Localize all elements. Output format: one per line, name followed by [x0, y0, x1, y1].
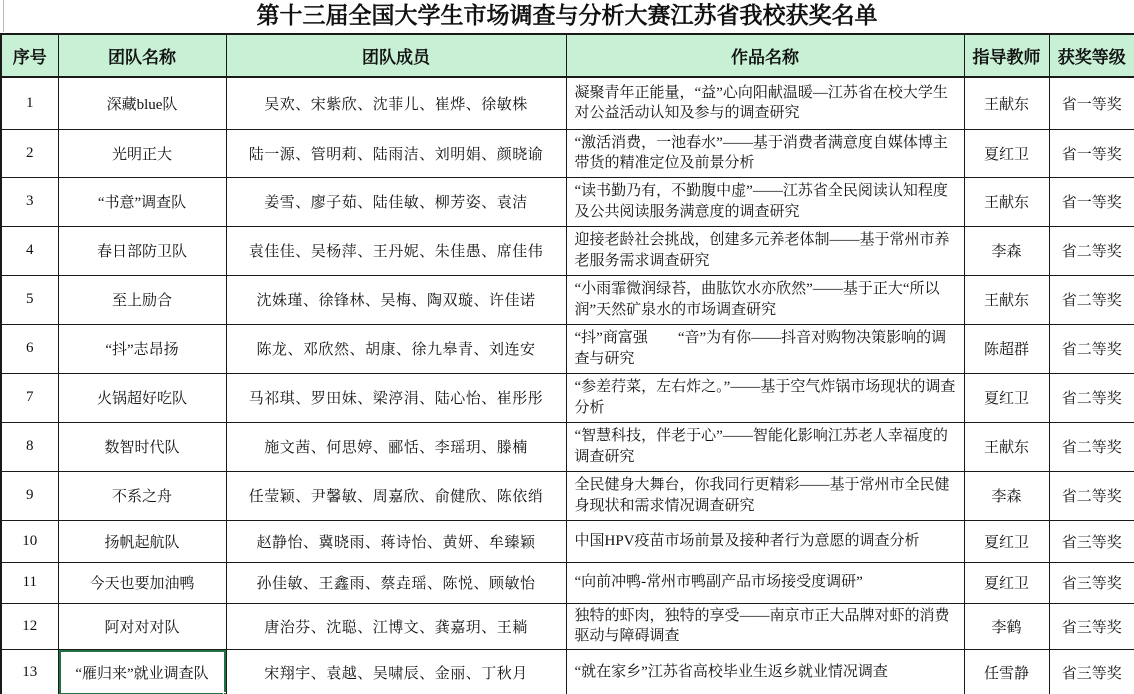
cell-members[interactable]: 沈姝瑾、徐锋林、吴梅、陶双璇、许佳诺 [226, 275, 566, 324]
table-row [1, 520, 1134, 562]
cell-work[interactable]: “抖”商富强 “音”为有你——抖音对购物决策影响的调查与研究 [566, 324, 964, 373]
cell-no[interactable]: 11 [1, 562, 58, 603]
table-row [1, 649, 1134, 694]
cell-members[interactable]: 孙佳敏、王鑫雨、蔡垚瑶、陈悦、顾敏怡 [226, 562, 566, 603]
cell-advisor[interactable]: 陈超群 [964, 324, 1049, 373]
cell-work[interactable]: “读书勤乃有，不勤腹中虚”——江苏省全民阅读认知程度及公共阅读服务满意度的调查研究 [566, 177, 964, 226]
header-row [1, 34, 1134, 77]
column-header-work[interactable]: 作品名称 [566, 34, 964, 77]
column-header-award[interactable]: 获奖等级 [1049, 34, 1134, 77]
table-row [1, 373, 1134, 422]
table-row [1, 275, 1134, 324]
cell-work[interactable]: 全民健身大舞台，你我同行更精彩——基于常州市全民健身现状和需求情况调查研究 [566, 471, 964, 520]
cell-work[interactable]: 凝聚青年正能量，“益”心向阳献温暖—江苏省在校大学生对公益活动认知及参与的调查研究 [566, 77, 964, 129]
cell-advisor[interactable]: 李森 [964, 471, 1049, 520]
table-row [1, 422, 1134, 471]
cell-members[interactable]: 任莹颖、尹馨敏、周嘉欣、俞健欣、陈依绡 [226, 471, 566, 520]
cell-no[interactable]: 6 [1, 324, 58, 373]
cell-no[interactable]: 5 [1, 275, 58, 324]
cell-award[interactable]: 省二等奖 [1049, 226, 1134, 275]
cell-team[interactable]: 光明正大 [58, 129, 226, 177]
cell-work[interactable]: “参差荇菜，左右炸之。”——基于空气炸锅市场现状的调查分析 [566, 373, 964, 422]
cell-advisor[interactable]: 夏红卫 [964, 520, 1049, 562]
selected-cell[interactable]: “雁归来”就业调查队 [58, 649, 226, 694]
table-row [1, 471, 1134, 520]
cell-no[interactable]: 10 [1, 520, 58, 562]
table-row [1, 129, 1134, 177]
cell-team[interactable]: 火锅超好吃队 [58, 373, 226, 422]
cell-work[interactable]: “向前冲鸭-常州市鸭副产品市场接受度调研” [566, 562, 964, 603]
cell-team[interactable]: “抖”志昂扬 [58, 324, 226, 373]
column-header-team[interactable]: 团队名称 [58, 34, 226, 77]
cell-team[interactable]: 深藏blue队 [58, 77, 226, 129]
cell-award[interactable]: 省三等奖 [1049, 649, 1134, 694]
cell-members[interactable]: 宋翔宇、袁越、吴啸辰、金丽、丁秋月 [226, 649, 566, 694]
cell-team[interactable]: 春日部防卫队 [58, 226, 226, 275]
column-header-no[interactable]: 序号 [1, 34, 58, 77]
table-row [1, 177, 1134, 226]
cell-award[interactable]: 省二等奖 [1049, 324, 1134, 373]
cell-team[interactable]: 扬帆起航队 [58, 520, 226, 562]
cell-work[interactable]: 迎接老龄社会挑战，创建多元养老体制——基于常州市养老服务需求调查研究 [566, 226, 964, 275]
cell-work[interactable]: 独特的虾肉，独特的享受——南京市正大品牌对虾的消费驱动与障碍调查 [566, 603, 964, 649]
cell-no[interactable]: 12 [1, 603, 58, 649]
cell-team[interactable]: 不系之舟 [58, 471, 226, 520]
table-row [1, 324, 1134, 373]
cell-no[interactable]: 13 [1, 649, 58, 694]
column-header-advisor[interactable]: 指导教师 [964, 34, 1049, 77]
cell-no[interactable]: 2 [1, 129, 58, 177]
cell-advisor[interactable]: 夏红卫 [964, 129, 1049, 177]
awards-table [0, 33, 1134, 694]
cell-team[interactable]: 至上励合 [58, 275, 226, 324]
cell-members[interactable]: 吴欢、宋紫欣、沈菲儿、崔烨、徐敏株 [226, 77, 566, 129]
cell-members[interactable]: 陆一源、管明莉、陆雨洁、刘明娟、颜晓谕 [226, 129, 566, 177]
cell-advisor[interactable]: 任雪静 [964, 649, 1049, 694]
cell-work[interactable]: “小雨霏微润绿苔，曲肱饮水亦欣然”——基于正大“所以润”天然矿泉水的市场调查研究 [566, 275, 964, 324]
cell-team[interactable]: 阿对对对队 [58, 603, 226, 649]
cell-award[interactable]: 省三等奖 [1049, 520, 1134, 562]
cell-work[interactable]: “激活消费，一池春水”——基于消费者满意度自媒体博主带货的精准定位及前景分析 [566, 129, 964, 177]
column-header-members[interactable]: 团队成员 [226, 34, 566, 77]
cell-no[interactable]: 7 [1, 373, 58, 422]
cell-advisor[interactable]: 夏红卫 [964, 562, 1049, 603]
cell-advisor[interactable]: 李森 [964, 226, 1049, 275]
cell-no[interactable]: 9 [1, 471, 58, 520]
cell-no[interactable]: 1 [1, 77, 58, 129]
cell-advisor[interactable]: 夏红卫 [964, 373, 1049, 422]
cell-advisor[interactable]: 王献东 [964, 275, 1049, 324]
cell-award[interactable]: 省一等奖 [1049, 177, 1134, 226]
cell-award[interactable]: 省二等奖 [1049, 373, 1134, 422]
cell-award[interactable]: 省二等奖 [1049, 275, 1134, 324]
cell-members[interactable]: 陈龙、邓欣然、胡康、徐九皋青、刘连安 [226, 324, 566, 373]
cell-advisor[interactable]: 王献东 [964, 422, 1049, 471]
cell-no[interactable]: 8 [1, 422, 58, 471]
cell-no[interactable]: 3 [1, 177, 58, 226]
grid-edge-line [3, 0, 4, 32]
cell-award[interactable]: 省一等奖 [1049, 77, 1134, 129]
cell-advisor[interactable]: 王献东 [964, 77, 1049, 129]
cell-members[interactable]: 马祁琪、罗田妹、梁渟涓、陆心怡、崔彤彤 [226, 373, 566, 422]
table-title[interactable]: 第十三届全国大学生市场调查与分析大赛江苏省我校获奖名单 [256, 3, 878, 28]
cell-members[interactable]: 赵静怡、冀晓雨、蒋诗怡、黄妍、牟臻颖 [226, 520, 566, 562]
cell-award[interactable]: 省三等奖 [1049, 603, 1134, 649]
cell-members[interactable]: 唐治芬、沈聪、江博文、龚嘉玥、王耥 [226, 603, 566, 649]
cell-members[interactable]: 袁佳佳、吴杨萍、王丹妮、朱佳愚、席佳伟 [226, 226, 566, 275]
table-body [1, 77, 1134, 694]
cell-work[interactable]: “就在家乡”江苏省高校毕业生返乡就业情况调查 [566, 649, 964, 694]
table-row [1, 226, 1134, 275]
cell-team[interactable]: “书意”调查队 [58, 177, 226, 226]
cell-work[interactable]: 中国HPV疫苗市场前景及接种者行为意愿的调查分析 [566, 520, 964, 562]
cell-members[interactable]: 姜雪、廖子茹、陆佳敏、柳芳姿、袁洁 [226, 177, 566, 226]
cell-advisor[interactable]: 王献东 [964, 177, 1049, 226]
table-row [1, 562, 1134, 603]
cell-team[interactable]: 数智时代队 [58, 422, 226, 471]
cell-award[interactable]: 省三等奖 [1049, 562, 1134, 603]
cell-advisor[interactable]: 李鹤 [964, 603, 1049, 649]
cell-award[interactable]: 省一等奖 [1049, 129, 1134, 177]
table-row [1, 603, 1134, 649]
cell-members[interactable]: 施文茜、何思婷、郦恬、李瑶玥、滕楠 [226, 422, 566, 471]
cell-award[interactable]: 省二等奖 [1049, 422, 1134, 471]
cell-team[interactable]: 今天也要加油鸭 [58, 562, 226, 603]
table-header [1, 34, 1134, 77]
cell-award[interactable]: 省二等奖 [1049, 471, 1134, 520]
cell-work[interactable]: “智慧科技，伴老于心”——智能化影响江苏老人幸福度的调查研究 [566, 422, 964, 471]
cell-no[interactable]: 4 [1, 226, 58, 275]
table-row [1, 77, 1134, 129]
